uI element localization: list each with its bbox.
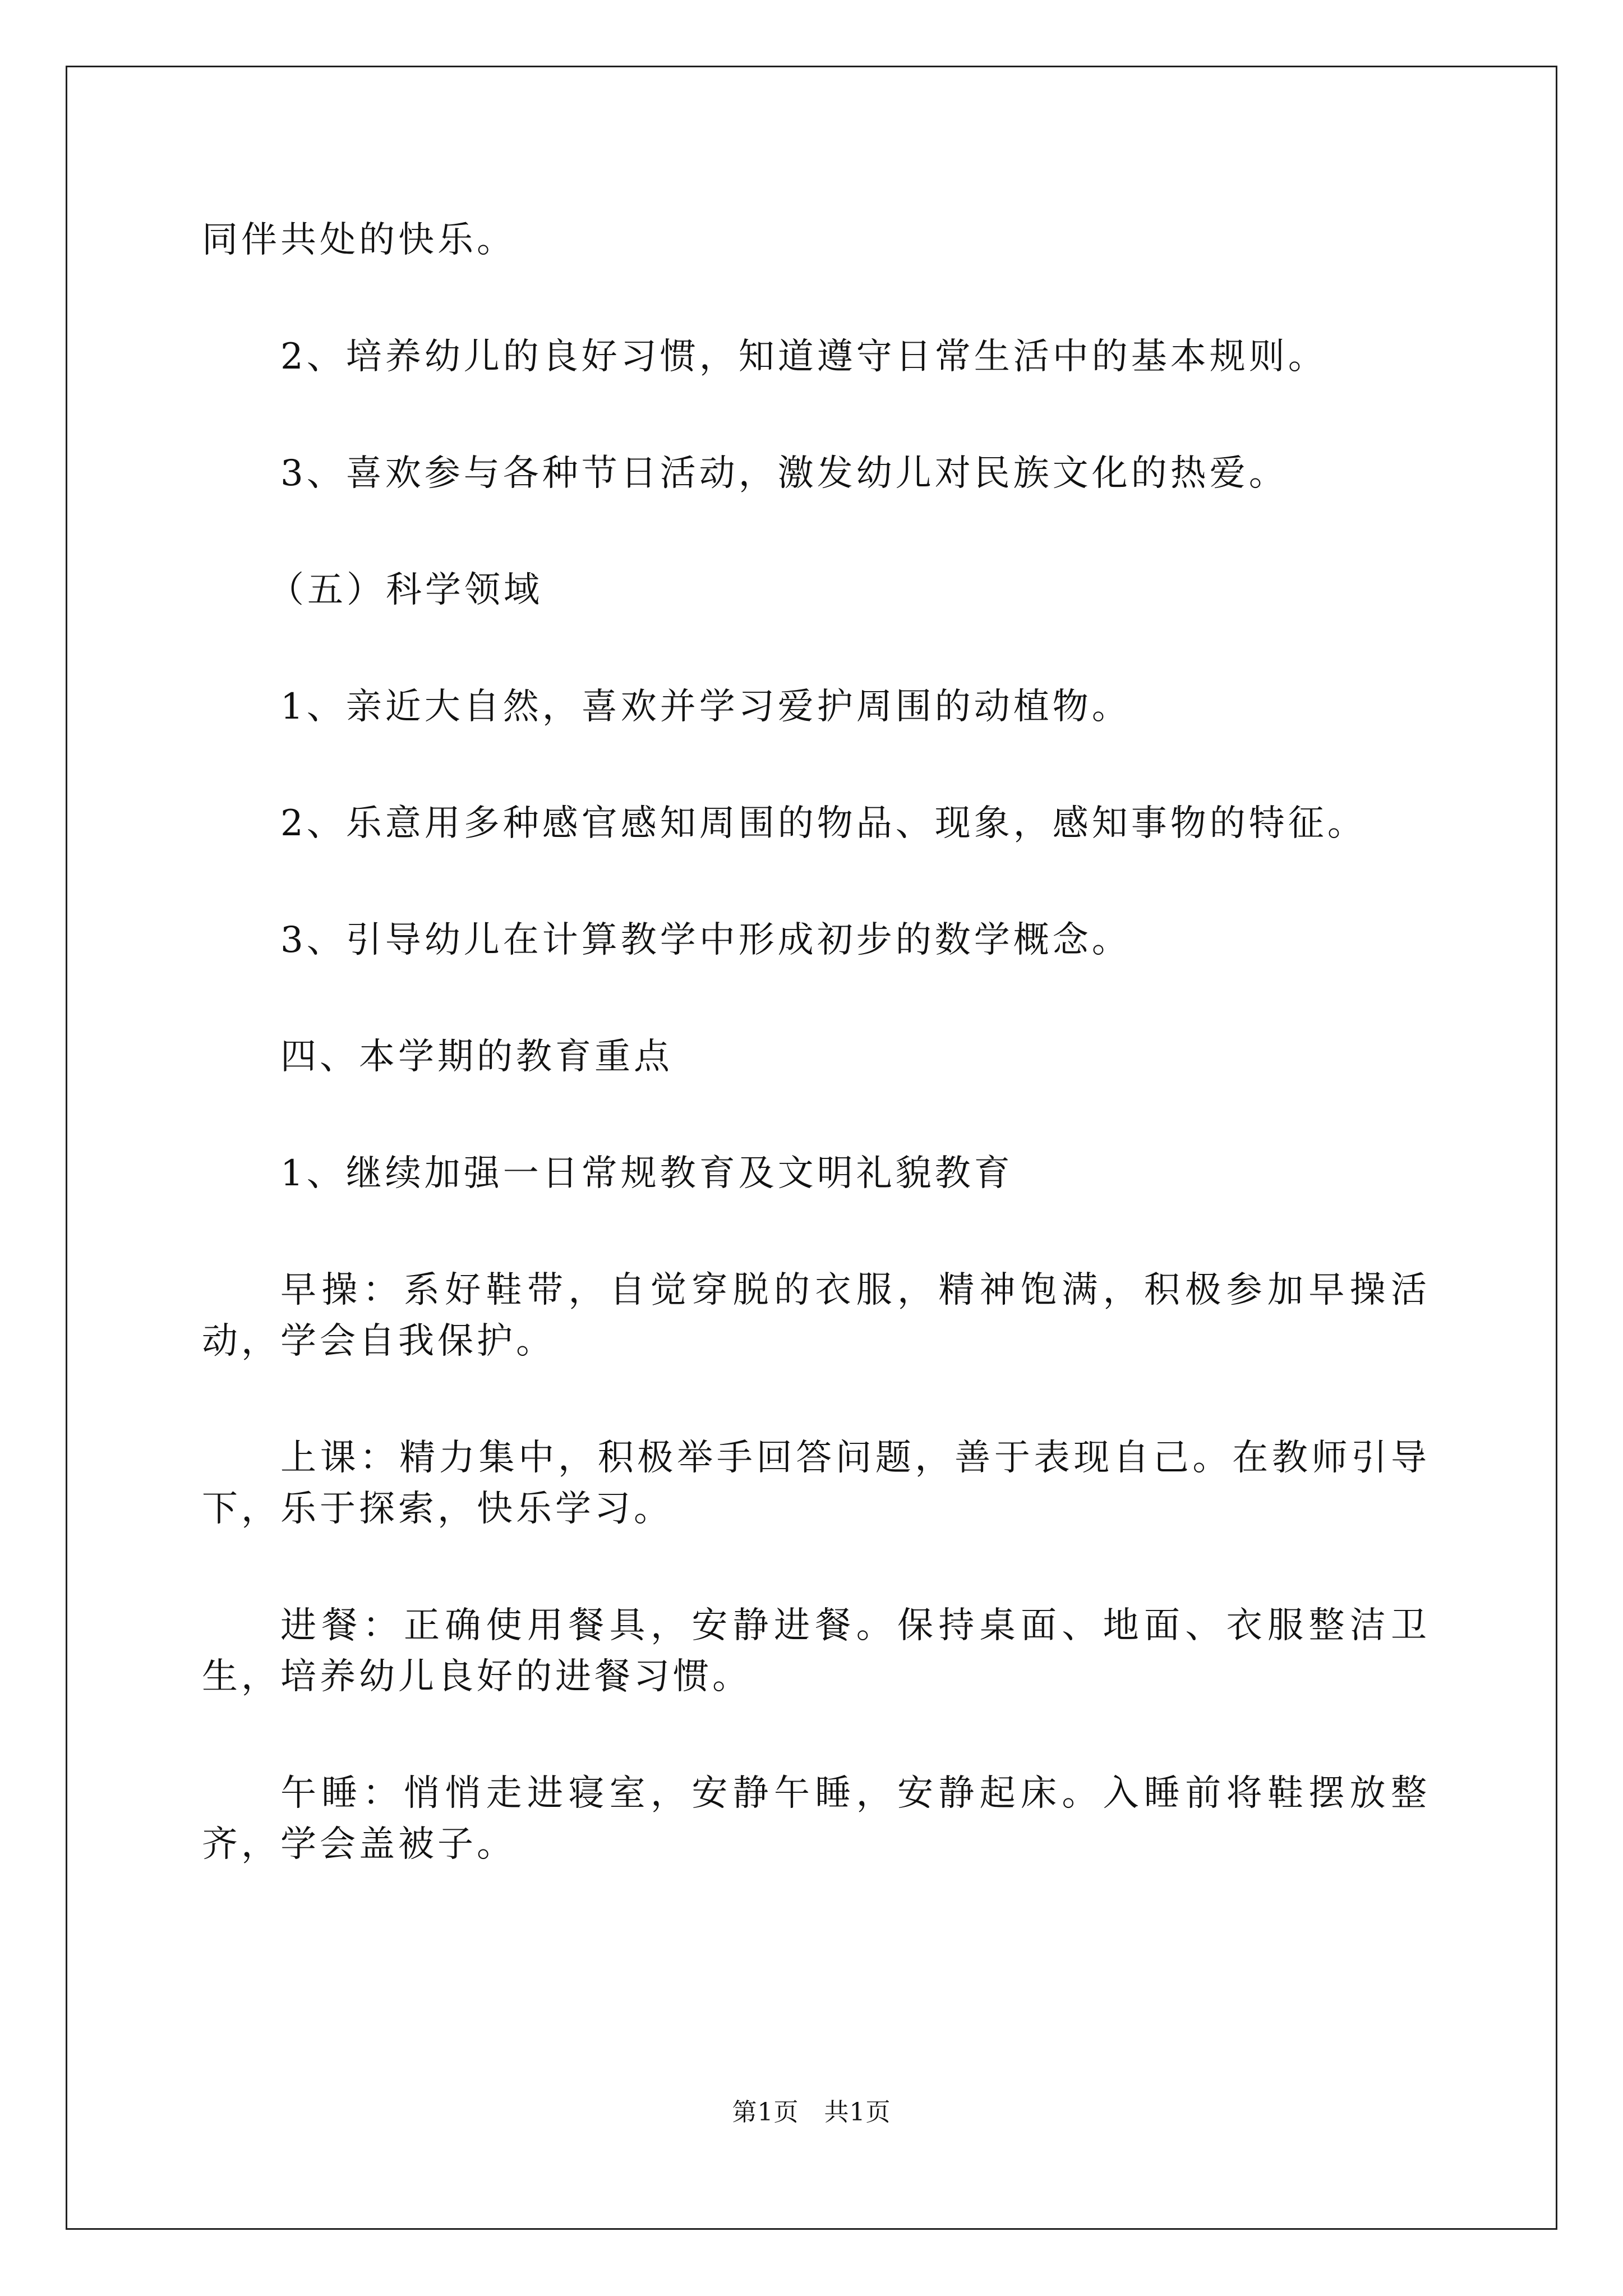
paragraph: 早操：系好鞋带，自觉穿脱的衣服，精神饱满，积极参加早操活动，学会自我保护。 [202, 1269, 1430, 1362]
paragraph: 1、继续加强一日常规教育及文明礼貌教育 [280, 1153, 1013, 1194]
paragraph: 午睡：悄悄走进寝室，安静午睡，安静起床。入睡前将鞋摆放整齐，学会盖被子。 [202, 1773, 1430, 1865]
page-footer: 第1页 共1页 [732, 2098, 891, 2127]
document-body [202, 215, 1430, 1936]
section-heading: （五）科学领域 [268, 569, 543, 611]
paragraph: 2、乐意用多种感官感知周围的物品、现象，感知事物的特征。 [280, 803, 1367, 844]
paragraph: 同伴共处的快乐。 [202, 219, 516, 261]
paragraph: 2、培养幼儿的良好习惯，知道遵守日常生活中的基本规则。 [280, 336, 1327, 378]
paragraph: 3、引导幼儿在计算教学中形成初步的数学概念。 [280, 919, 1131, 961]
section-heading: 四、本学期的教育重点 [280, 1036, 673, 1078]
paragraph: 上课：精力集中，积极举手回答问题，善于表现自己。在教师引导下，乐于探索，快乐学习。 [202, 1437, 1430, 1530]
paragraph: 3、喜欢参与各种节日活动，激发幼儿对民族文化的热爱。 [280, 453, 1288, 494]
paragraph: 进餐：正确使用餐具，安静进餐。保持桌面、地面、衣服整洁卫生，培养幼儿良好的进餐习惯。 [202, 1605, 1430, 1697]
paragraph: 1、亲近大自然，喜欢并学习爱护周围的动植物。 [280, 686, 1131, 728]
